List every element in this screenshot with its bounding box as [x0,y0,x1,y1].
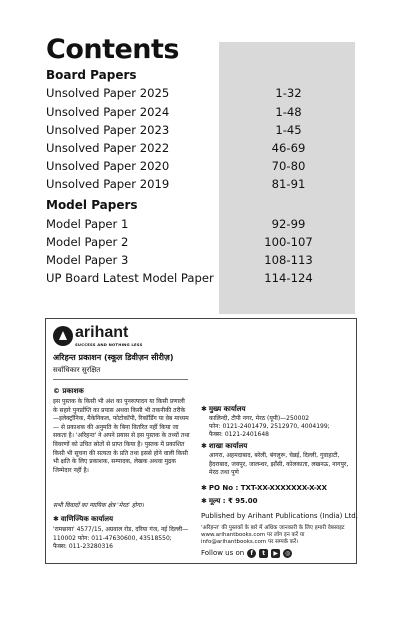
toc-row-pages: 70-80 [271,159,306,173]
model-papers-heading: Model Papers [46,198,138,212]
head-office-address: कालिन्दी, टीपी नगर, मेरठ (यूपी)—250002 [209,415,310,422]
head-office-heading: ✱ मुख्य कार्यालय [201,405,246,413]
toc-row[interactable] [46,177,346,193]
star-bullet-icon: ✱ [201,405,207,413]
follow-us-label: Follow us on [201,549,245,557]
rights-reserved: सर्वाधिकार सुरक्षित [53,366,101,374]
toc-row[interactable] [46,253,346,269]
twitter-icon[interactable]: t [259,549,268,558]
copyright-text: इस पुस्तक के किसी भी अंश का पुनरुत्पादन या किसी प्रणाली के सहारे पुनर्प्राप्ति का प्रयास अथवा किसी भी तकनीकी तरीके—इलेक्ट्रॉनिक, मैकेनिकल, फोटोकॉपी, रिकॉर्डिंग या वेब माध्यम — से प्रकाशक की अनुमति के बिना वितरित नहीं किया जा सकता है। 'अरिहन्त' ने अपने प्रयास से इस पुस्तक के तथ्यों तथा विवरणों को उचित स्रोतों से प्राप्त किया है। पुस्तक में प्रकाशित किसी भी सूचना की सत्यता के प्रति तथा इससे होने वाली किसी भी क्षति के लिए प्रकाशक, सम्पादक, लेखक अथवा मुद्रक जिम्मेदार नहीं है। [53,398,190,474]
page-title: Contents [46,34,180,65]
commercial-office-fax: फैक्स: 011-23280316 [53,543,114,550]
star-bullet-icon: ✱ [201,484,207,492]
toc-row-label: Unsolved Paper 2022 [46,141,170,155]
toc-row-label: Unsolved Paper 2023 [46,123,170,137]
toc-row[interactable] [46,235,346,251]
branch-office-list: आगरा, अहमदाबाद, बरेली, बंगलुरू, चेन्नई, दिल्ली, गुवाहाटी, हैदराबाद, जयपुर, जालन्धर, झाँसी, कोलकाता, लखनऊ, नागपुर, मेरठ तथा पुणे [209,452,349,477]
star-bullet-icon: ✱ [201,497,207,505]
instagram-icon[interactable]: ◎ [285,550,291,558]
toc-row[interactable] [46,141,346,157]
toc-row[interactable] [46,271,346,287]
commercial-office-heading: ✱ वाणिज्यिक कार्यालय [53,515,114,523]
youtube-icon[interactable]: ▶ [271,549,280,558]
toc-row[interactable] [46,86,346,102]
toc-row-pages: 92-99 [271,217,306,231]
jurisdiction-note: सभी विवादों का न्यायिक क्षेत्र 'मेरठ' होगा। [53,502,144,509]
head-office-fax: फैक्स: 0121-2401648 [209,431,270,438]
board-papers-heading: Board Papers [46,68,137,82]
head-office-phone: फोन: 0121-2401479, 2512970, 4004199; [209,423,330,430]
published-by: Published by Arihant Publications (India) Ltd. [201,512,358,520]
toc-row-pages: 81-91 [271,177,306,191]
facebook-icon[interactable]: f [247,549,256,558]
imprint-box [45,318,357,564]
logo-tagline: SUCCESS AND NOTHING LESS [75,342,143,347]
toc-row[interactable] [46,217,346,233]
toc-row[interactable] [46,105,346,121]
star-bullet-icon: ✱ [53,515,59,523]
toc-row-label: Model Paper 2 [46,235,129,249]
price: ✱ मूल्य : ₹ 95.00 [201,497,258,505]
toc-row[interactable] [46,123,346,139]
divider [53,379,188,380]
toc-row-label: UP Board Latest Model Paper [46,271,214,285]
info-line: 'अरिहन्त' की पुस्तकों के बारे में अधिक जानकारी के लिए हमारी वेबसाइट www.arihantbooks.com पर लॉग इन करें या info@arihantbooks.com पर सम्पर्क करें। [201,525,345,545]
toc-row-label: Model Paper 3 [46,253,129,267]
star-bullet-icon: ✱ [201,442,207,450]
publisher-name: अरिहन्त प्रकाशन (स्कूल डिवीज़न सीरीज़) [53,353,174,362]
toc-row-pages: 114-124 [264,271,313,285]
toc-row-label: Unsolved Paper 2025 [46,86,170,100]
toc-row[interactable] [46,159,346,175]
toc-row-label: Model Paper 1 [46,217,129,231]
toc-row-pages: 100-107 [264,235,313,249]
toc-row-label: Unsolved Paper 2024 [46,105,170,119]
branch-office-heading: ✱ शाखा कार्यालय [201,442,248,450]
arihant-logo [53,324,143,350]
social-links [201,549,292,558]
commercial-office-address: 'रामछाया' 4577/15, अग्रवाल रोड, दरिया गंज, नई दिल्ली— 110002 फोन: 011-47630600, 43518550; [53,526,189,542]
logo-text: arihant [75,324,129,341]
logo-mark-icon [53,326,73,346]
po-number: ✱ PO No : TXT-XX-XXXXXXX-X-XX [201,484,328,492]
toc-row-pages: 46-69 [271,141,306,155]
toc-row-label: Unsolved Paper 2019 [46,177,170,191]
copyright-heading: © प्रकाशक [53,387,84,395]
toc-row-pages: 1-48 [275,105,302,119]
toc-row-pages: 1-45 [275,123,302,137]
toc-row-pages: 1-32 [275,86,302,100]
toc-row-label: Unsolved Paper 2020 [46,159,170,173]
toc-row-pages: 108-113 [264,253,313,267]
